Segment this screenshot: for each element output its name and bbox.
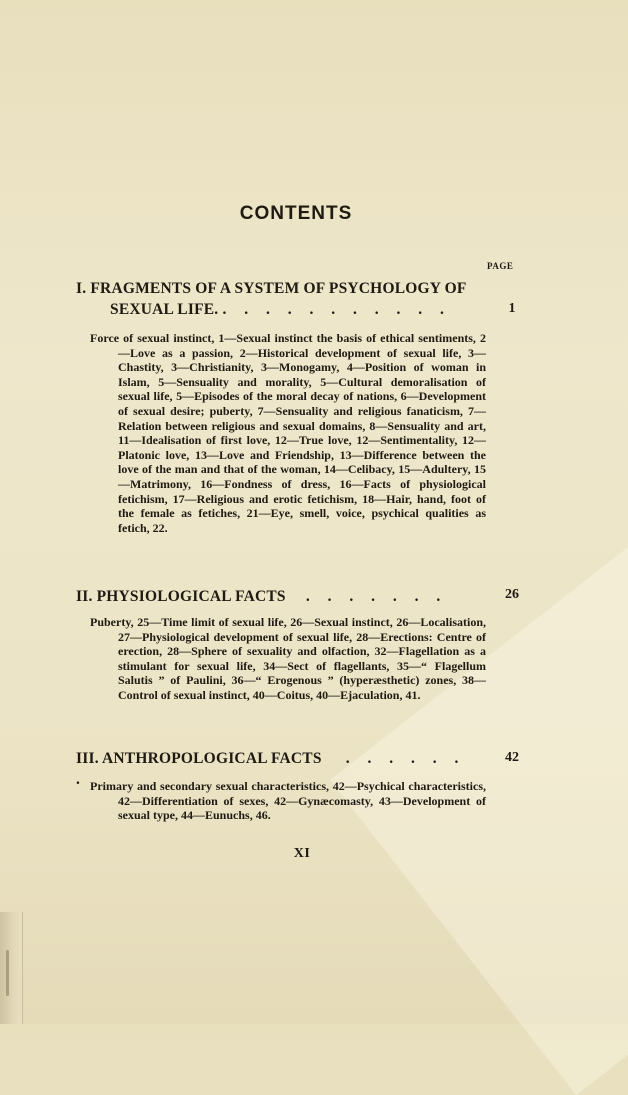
- section-1-heading: [76, 278, 486, 320]
- page-folio: XI: [293, 846, 311, 861]
- section-1-heading-line2-row: [76, 299, 486, 320]
- section-1-heading-line2: SEXUAL LIFE.: [110, 301, 219, 318]
- page-column-label: PAGE: [487, 261, 514, 271]
- section-3-leader: . . . . . . .: [76, 750, 466, 788]
- section-2-page-number: 26: [505, 587, 519, 602]
- section-2-body: Puberty, 25—Time limit of sexual life, 26—Sexual instinct, 26—Localisation, 27—Physiological development of sexual life, 28—Erections: Centre of erection, 28—Sphere of sexuality and olfaction, 32—Flagellation as a stimulant for sexual life, 34—Sect of flagellants, 35—“ Flagellum Salutis ” of Paulini, 36—“ Erogenous ” (hyperæsthetic) zones, 38—Control of sexual instinct, 40—Coitus, 40—Ejaculation, 41.: [90, 615, 486, 702]
- page-edge-fold: [0, 912, 23, 1024]
- section-3-heading-line1: III. ANTHROPOLOGICAL FACTS: [76, 750, 322, 767]
- section-2-heading: [76, 586, 486, 607]
- section-1-page-number: 1: [508, 301, 516, 316]
- section-3-page-number: 42: [505, 750, 519, 765]
- section-2-heading-line1: II. PHYSIOLOGICAL FACTS: [76, 588, 286, 605]
- page-edge-mark: [6, 950, 9, 996]
- section-3-body: Primary and secondary sexual characteristics, 42—Psychical characteristics, 42—Differentiation of sexes, 42—Gynæcomasty, 43—Development of sexual type, 44—Eunuchs, 46.: [90, 779, 486, 823]
- section-1-heading-line1: I. FRAGMENTS OF A SYSTEM OF PSYCHOLOGY OF: [76, 280, 467, 297]
- section-1-leader: . . . . . . . . . . .: [222, 301, 451, 318]
- contents-title: CONTENTS: [239, 203, 353, 224]
- section-2-leader: . . . . . . .: [305, 588, 448, 605]
- section-1-body: Force of sexual instinct, 1—Sexual instinct the basis of ethical sentiments, 2—Love as a passion, 2—Historical development of sexual life, 3—Chastity, 3—Christianity, 3—Monogamy, 4—Position of woman in Islam, 5—Sensuality and morality, 5—Cultural demoralisation of sexual life, 5—Episodes of the moral decay of nations, 6—Development of sexual desire; puberty, 7—Sensuality and religious fanaticism, 7—Relation between religious and sexual domains, 8—Sensuality and art, 11—Idealisation of first love, 12—True love, 12—Sentimentality, 12—Platonic love, 13—Love and Friendship, 13—Difference between the love of the man and that of the woman, 14—Celibacy, 15—Adultery, 15—Matrimony, 16—Fondness of dress, 16—Facts of physiological fetichism, 17—Religious and erotic fetichism, 18—Hair, hand, foot of the female as fetiches, 21—Eye, smell, voice, psychical qualities as fetich, 22.: [90, 331, 486, 535]
